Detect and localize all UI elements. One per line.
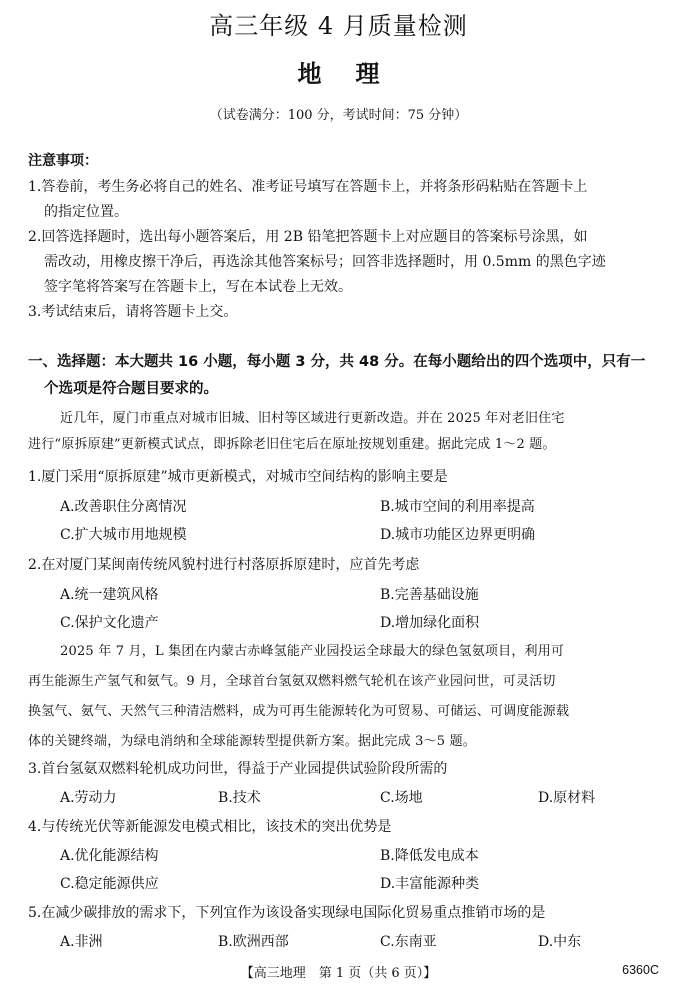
question-4-option-a: A.优化能源结构	[60, 848, 159, 864]
question-1-option-b: B.城市空间的利用率提高	[380, 499, 535, 515]
question-3-option-a: A.劳动力	[60, 790, 117, 806]
question-1-option-c: C.扩大城市用地规模	[60, 527, 187, 543]
page-footer: 【高三地理 第 1 页（共 6 页）】	[240, 966, 437, 981]
question-4-option-c: C.稳定能源供应	[60, 876, 159, 892]
question-4-option-d: D.丰富能源种类	[380, 876, 480, 892]
question-1-option-d: D.城市功能区边界更明确	[380, 527, 536, 543]
question-1-option-a: A.改善职住分离情况	[60, 499, 187, 515]
material-1-line: 近几年，厦门市重点对城市旧城、旧村等区域进行更新改造。并在 2025 年对老旧住宅	[60, 411, 565, 426]
paper-code: 6360C	[622, 963, 659, 977]
question-5-option-c: C.东南亚	[380, 934, 437, 950]
material-1-line: 进行“原拆原建”更新模式试点，即拆除老旧住宅后在原址按规划重建。据此完成 1～2 题。	[28, 437, 556, 452]
notice-line: 2.回答选择题时，选出每小题答案后，用 2B 铅笔把答题卡上对应题目的答案标号涂黑，如	[28, 229, 588, 245]
question-5-option-d: D.中东	[538, 934, 582, 950]
notice-heading: 注意事项：	[28, 153, 98, 169]
question-5-stem: 5.在减少碳排放的需求下，下列宜作为该设备实现绿电国际化贸易重点推销市场的是	[28, 905, 546, 921]
question-5-option-b: B.欧洲西部	[218, 934, 289, 950]
question-2-stem: 2.在对厦门某闽南传统风貌村进行村落原拆原建时，应首先考虑	[28, 557, 420, 573]
question-3-option-b: B.技术	[218, 790, 261, 806]
material-2-line: 换氢气、氨气、天然气三种清洁燃料，成为可再生能源转化为可贸易、可储运、可调度能源载	[28, 704, 570, 719]
question-3-option-d: D.原材料	[538, 790, 596, 806]
question-2-option-b: B.完善基础设施	[380, 587, 479, 603]
section-heading: 一、选择题：本大题共 16 小题，每小题 3 分，共 48 分。在每小题给出的四个选项中，只有一	[28, 354, 646, 370]
notice-line: 1.答卷前，考生务必将自己的姓名、准考证号填写在答题卡上，并将条形码粘贴在答题卡上	[28, 179, 588, 195]
material-2-line: 再生能源生产氢气和氨气。9 月，全球首台氢氨双燃料燃气轮机在该产业园问世，可灵活切	[28, 674, 556, 689]
notice-line: 的指定位置。	[44, 204, 128, 220]
question-2-option-d: D.增加绿化面积	[380, 615, 480, 631]
material-2-line: 2025 年 7 月，L 集团在内蒙古赤峰氢能产业园投运全球最大的绿色氢氨项目，利用可	[60, 644, 565, 659]
notice-line: 需改动，用橡皮擦干净后，再选涂其他答案标号；回答非选择题时，用 0.5mm 的黑色字迹	[44, 254, 606, 270]
question-2-option-c: C.保护文化遗产	[60, 615, 159, 631]
notice-line: 3.考试结束后，请将答题卡上交。	[28, 304, 238, 320]
exam-title: 高三年级 4 月质量检测	[209, 12, 468, 40]
section-heading-cont: 个选项是符合题目要求的。	[44, 381, 218, 397]
question-5-option-a: A.非洲	[60, 934, 103, 950]
question-3-stem: 3.首台氢氨双燃料轮机成功问世，得益于产业园提供试验阶段所需的	[28, 761, 448, 777]
exam-meta: （试卷满分：100 分，考试时间：75 分钟）	[209, 108, 468, 123]
question-4-stem: 4.与传统光伏等新能源发电模式相比，该技术的突出优势是	[28, 819, 392, 835]
question-1-stem: 1.厦门采用“原拆原建”城市更新模式，对城市空间结构的影响主要是	[28, 469, 448, 485]
question-4-option-b: B.降低发电成本	[380, 848, 479, 864]
material-2-line: 体的关键终端，为绿电消纳和全球能源转型提供新方案。据此完成 3～5 题。	[28, 734, 477, 749]
question-2-option-a: A.统一建筑风格	[60, 587, 159, 603]
question-3-option-c: C.场地	[380, 790, 423, 806]
notice-line: 签字笔将答案写在答题卡上，写在本试卷上无效。	[44, 279, 352, 295]
subject-title: 地理	[297, 60, 414, 88]
